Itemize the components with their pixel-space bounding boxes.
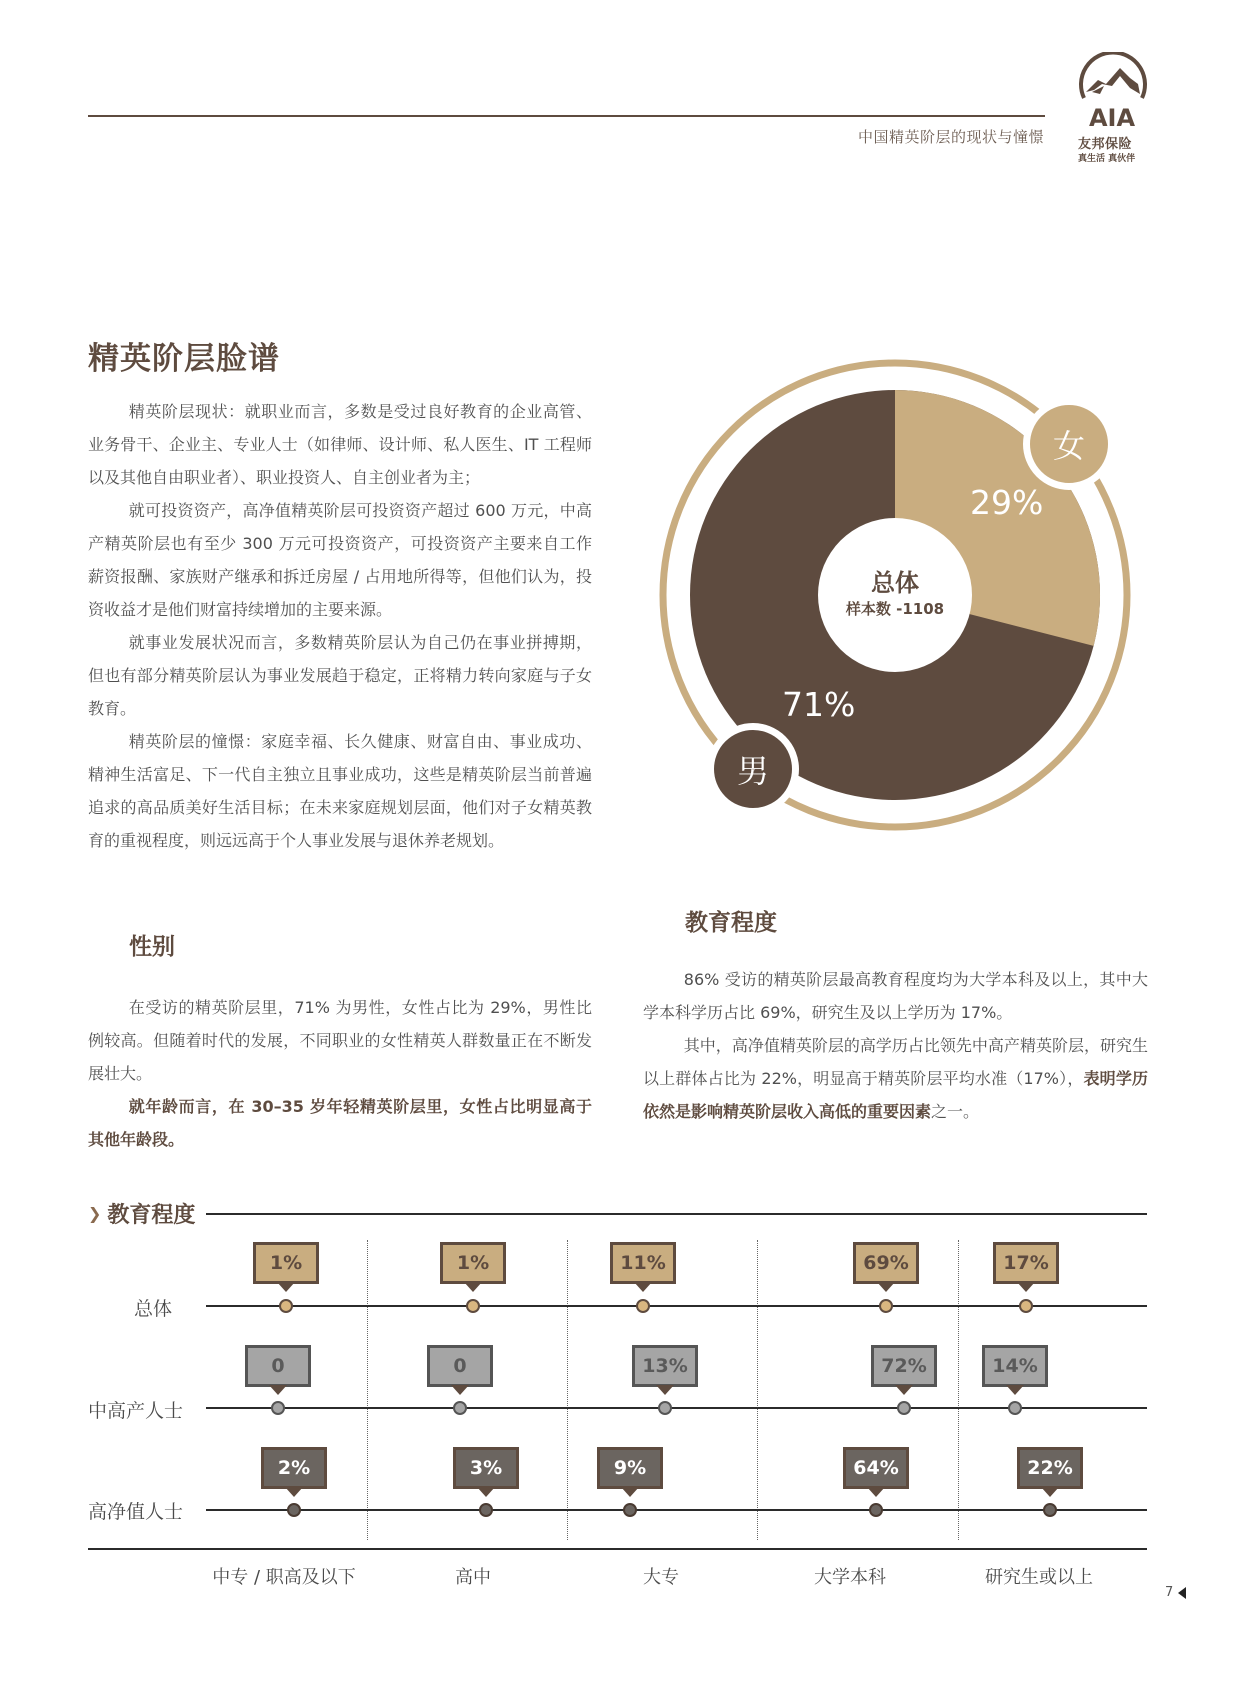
intro-paragraph: 就事业发展状况而言，多数精英阶层认为自己仍在事业拼搏期，但也有部分精英阶层认为事业发展趋于稳定，正将精力转向家庭与子女教育。: [88, 633, 592, 718]
marker-mid-high: [897, 1401, 911, 1415]
category-label: 大专: [643, 1567, 679, 1588]
female-percentage: 29%: [970, 483, 1044, 522]
donut-center-title: 总体: [871, 569, 919, 597]
callout-hnw: 2%: [261, 1447, 327, 1489]
gender-paragraph: 在受访的精英阶层里，71% 为男性，女性占比为 29%，男性比例较高。但随着时代的发展，不同职业的女性精英人群数量正在不断发展壮大。: [88, 998, 592, 1083]
callout-mid-high: 14%: [982, 1345, 1048, 1387]
marker-hnw: [479, 1503, 493, 1517]
gender-bold-paragraph: 就年龄而言，在 30–35 岁年轻精英阶层里，女性占比明显高于其他年龄段。: [88, 1097, 592, 1149]
marker-overall: [636, 1299, 650, 1313]
marker-overall: [1019, 1299, 1033, 1313]
gender-text: [88, 991, 592, 1156]
svg-text:AIA: AIA: [1088, 104, 1136, 132]
row-line-hnw: [206, 1509, 1147, 1511]
chevron-right-icon: ❯: [88, 1204, 102, 1223]
category-label: 大学本科: [814, 1567, 886, 1588]
callout-hnw: 3%: [453, 1447, 519, 1489]
running-header-title: 中国精英阶层的现状与憧憬: [857, 128, 1044, 146]
education-text: [643, 963, 1148, 1128]
female-badge: 女: [1023, 398, 1115, 490]
column-divider: [567, 1240, 568, 1540]
callout-overall: 11%: [610, 1242, 676, 1284]
chart-bottom-rule: [88, 1548, 1147, 1550]
triangle-left-icon: [1178, 1587, 1186, 1599]
intro-paragraph: 精英阶层的憧憬：家庭幸福、长久健康、财富自由、事业成功、精神生活富足、下一代自主独立且事业成功，这些是精英阶层当前普遍追求的高品质美好生活目标；在未来家庭规划层面，他们对子女精英教育的重视程度，则远远高于个人事业发展与退休养老规划。: [88, 732, 592, 850]
education-emphasis: 表明学历依然是影响精英阶层收入高低的重要因素: [643, 1069, 1148, 1121]
education-chart-title: 教育程度: [107, 1203, 196, 1228]
gender-donut-chart: [655, 355, 1135, 835]
aia-mountain-icon: [1072, 52, 1152, 134]
logo-slogan: 真生活 真伙伴: [1078, 154, 1136, 164]
category-label: 研究生或以上: [985, 1567, 1093, 1588]
callout-hnw: 22%: [1017, 1447, 1083, 1489]
row-line-overall: [206, 1305, 1147, 1307]
marker-mid-high: [1008, 1401, 1022, 1415]
callout-hnw: 64%: [843, 1447, 909, 1489]
row-label-overall: 总体: [134, 1298, 173, 1320]
male-badge: 男: [707, 723, 799, 815]
callout-hnw: 9%: [597, 1447, 663, 1489]
row-label-mid-high: 中高产人士: [88, 1400, 184, 1422]
column-divider: [958, 1240, 959, 1540]
callout-overall: 1%: [253, 1242, 319, 1284]
column-divider: [367, 1240, 368, 1540]
intro-paragraph: 就可投资资产，高净值精英阶层可投资资产超过 600 万元，中高产精英阶层也有至少 300 万元可投资资产，可投资资产主要来自工作薪资报酬、家族财产继承和拆迁房屋 / 占用地所得等，但他们认为，投资收益才是他们财富持续增加的主要来源。: [88, 501, 592, 619]
male-percentage: 71%: [782, 685, 856, 724]
marker-hnw: [623, 1503, 637, 1517]
intro-paragraph: 精英阶层现状：就职业而言，多数是受过良好教育的企业高管、业务骨干、企业主、专业人士（如律师、设计师、私人医生、IT 工程师以及其他自由职业者）、职业投资人、自主创业者为主；: [88, 402, 592, 487]
marker-overall: [279, 1299, 293, 1313]
marker-hnw: [287, 1503, 301, 1517]
callout-overall: 17%: [993, 1242, 1059, 1284]
callout-mid-high: 0: [427, 1345, 493, 1387]
logo-company-name: 友邦保险: [1078, 137, 1133, 152]
marker-mid-high: [453, 1401, 467, 1415]
header-rule: [88, 115, 1045, 117]
callout-mid-high: 0: [245, 1345, 311, 1387]
marker-hnw: [869, 1503, 883, 1517]
column-divider: [757, 1240, 758, 1540]
marker-mid-high: [271, 1401, 285, 1415]
page-number: 7: [1165, 1585, 1174, 1600]
callout-overall: 1%: [440, 1242, 506, 1284]
intro-text: [88, 395, 592, 857]
row-line-mid-high: [206, 1407, 1147, 1409]
education-chart-header: [88, 1198, 195, 1229]
marker-mid-high: [658, 1401, 672, 1415]
category-label: 中专 / 职高及以下: [212, 1567, 356, 1588]
row-label-hnw: 高净值人士: [88, 1501, 184, 1523]
education-paragraph-2: 其中，高净值精英阶层的高学历占比领先中高产精英阶层，研究生以上群体占比为 22%，明显高于精英阶层平均水准（17%），表明学历依然是影响精英阶层收入高低的重要因素之一。: [643, 1036, 1148, 1121]
callout-overall: 69%: [853, 1242, 919, 1284]
education-paragraph-1: 86% 受访的精英阶层最高教育程度均为大学本科及以上，其中大学本科学历占比 69%，研究生及以上学历为 17%。: [643, 970, 1148, 1022]
page-title: 精英阶层脸谱: [88, 341, 280, 377]
callout-mid-high: 72%: [871, 1345, 937, 1387]
marker-overall: [879, 1299, 893, 1313]
marker-hnw: [1043, 1503, 1057, 1517]
gender-heading: 性别: [129, 934, 175, 960]
callout-mid-high: 13%: [632, 1345, 698, 1387]
donut-center-subtitle: 样本数 -1108: [845, 600, 945, 618]
education-heading: 教育程度: [685, 910, 777, 936]
marker-overall: [466, 1299, 480, 1313]
chart-top-rule: [206, 1213, 1147, 1215]
category-label: 高中: [455, 1567, 491, 1588]
